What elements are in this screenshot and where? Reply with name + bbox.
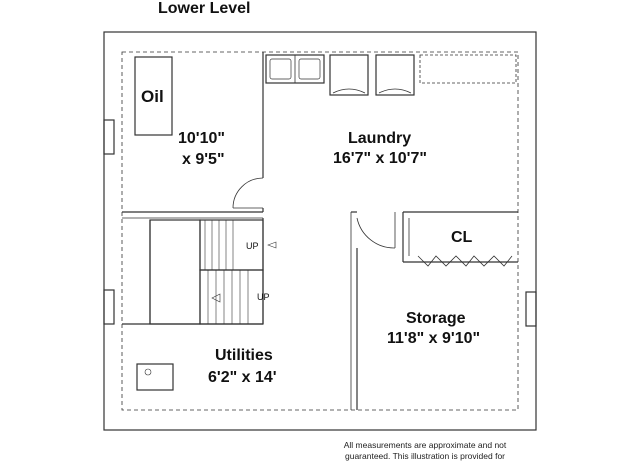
closet-label: CL	[451, 229, 473, 246]
stairs-block	[150, 220, 200, 324]
stairs-up-label-lower: UP	[257, 292, 270, 302]
bedroom-dims-line1: 10'10"	[178, 130, 225, 147]
window-right	[526, 292, 536, 326]
utility-sink	[137, 364, 173, 390]
laundry-label: Laundry	[348, 130, 412, 147]
bedroom-door-swing	[233, 178, 263, 208]
storage-door-swing	[357, 218, 395, 248]
laundry-counter	[420, 55, 516, 83]
disclaimer-line1: All measurements are approximate and not	[343, 440, 507, 450]
storage-dims: 11'8" x 9'10"	[387, 330, 481, 347]
utilities-label: Utilities	[215, 347, 273, 364]
window-left-upper	[104, 120, 114, 154]
storage-label: Storage	[406, 310, 466, 327]
stairs-arrow-upper	[268, 242, 276, 248]
utilities-dims: 6'2" x 14'	[208, 369, 277, 386]
closet-bifold-doors	[418, 256, 512, 266]
floor-title: Lower Level	[158, 0, 251, 17]
disclaimer	[318, 440, 532, 462]
laundry-dims: 16'7" x 10'7"	[333, 150, 427, 167]
stairs-up-label-upper: UP	[246, 241, 259, 251]
window-left-lower	[104, 290, 114, 324]
disclaimer-line2: guaranteed. This illustration is provided for	[344, 451, 505, 461]
bedroom-dims-line2: x 9'5"	[182, 151, 225, 168]
oil-label: Oil	[141, 87, 164, 106]
